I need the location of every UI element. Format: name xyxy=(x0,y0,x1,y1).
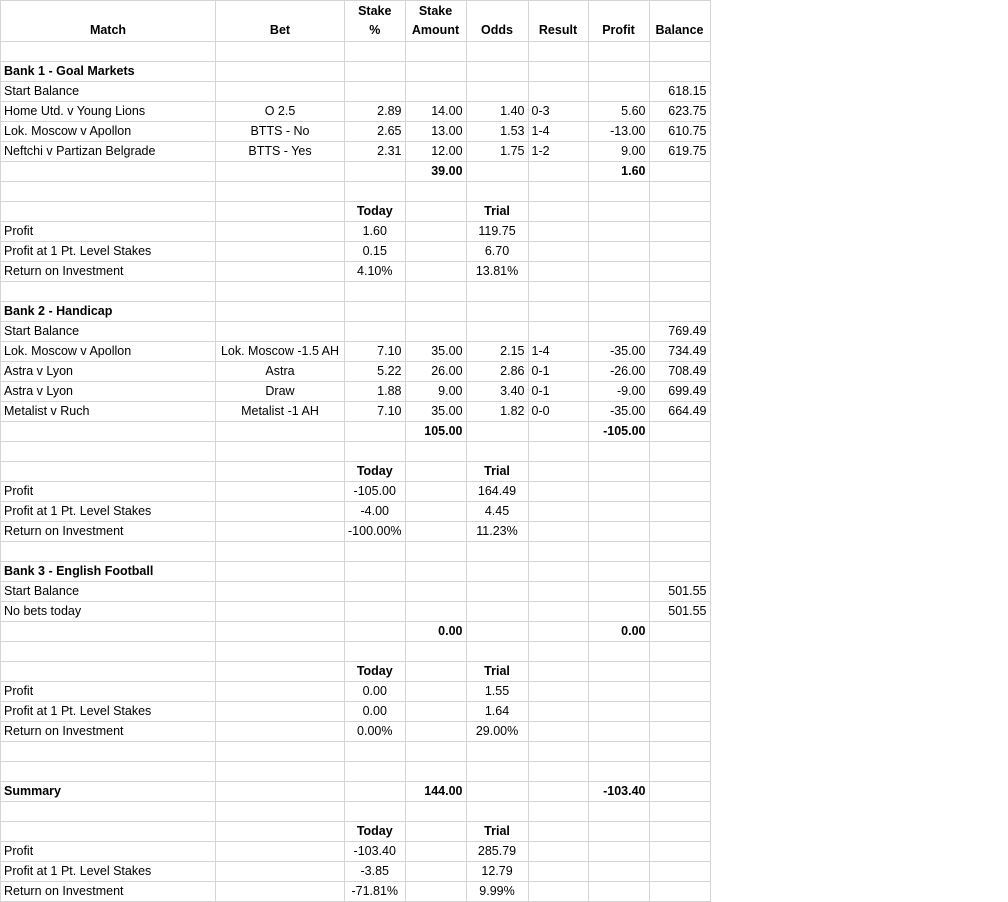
stats-row xyxy=(1,262,711,282)
stat-trial[interactable]: 9.99% xyxy=(466,882,528,902)
stake-amount-cell[interactable]: 35.00 xyxy=(405,342,466,362)
stat-trial[interactable]: 29.00% xyxy=(466,722,528,742)
bank2-start-balance[interactable]: 769.49 xyxy=(649,322,710,342)
bank1-title[interactable]: Bank 1 - Goal Markets xyxy=(1,62,216,82)
empty-row xyxy=(1,182,711,202)
bank1-total-stake[interactable]: 39.00 xyxy=(405,162,466,182)
balance-cell[interactable]: 623.75 xyxy=(649,102,710,122)
empty-row xyxy=(1,442,711,462)
stat-trial[interactable]: 13.81% xyxy=(466,262,528,282)
header-odds[interactable]: Odds xyxy=(466,1,528,42)
header-balance[interactable]: Balance xyxy=(649,1,710,42)
stat-trial[interactable]: 4.45 xyxy=(466,502,528,522)
stat-today[interactable]: 0.00 xyxy=(345,702,406,722)
empty-row xyxy=(1,642,711,662)
bank3-start-label[interactable]: Start Balance xyxy=(1,582,216,602)
stake-pct-cell[interactable]: 2.31 xyxy=(345,142,406,162)
stat-label[interactable]: Profit xyxy=(1,682,216,702)
stake-pct-cell[interactable]: 2.65 xyxy=(345,122,406,142)
odds-cell[interactable]: 1.82 xyxy=(466,402,528,422)
table-row xyxy=(1,342,711,362)
stat-label[interactable]: Profit xyxy=(1,482,216,502)
table-row xyxy=(1,362,711,382)
stats-row xyxy=(1,842,711,862)
stat-today[interactable]: -3.85 xyxy=(345,862,406,882)
match-cell[interactable]: Metalist v Ruch xyxy=(1,402,216,422)
profit-cell[interactable]: -26.00 xyxy=(588,362,649,382)
stake-amount-cell[interactable]: 13.00 xyxy=(405,122,466,142)
header-result[interactable]: Result xyxy=(528,1,588,42)
stats-row xyxy=(1,882,711,902)
match-cell[interactable]: Astra v Lyon xyxy=(1,382,216,402)
header-stake-pct-bottom: % xyxy=(369,23,381,37)
odds-cell[interactable]: 2.15 xyxy=(466,342,528,362)
bank3-no-bets-balance[interactable]: 501.55 xyxy=(649,602,710,622)
stat-today[interactable]: -105.00 xyxy=(345,482,406,502)
profit-cell[interactable]: -35.00 xyxy=(588,402,649,422)
balance-cell[interactable]: 619.75 xyxy=(649,142,710,162)
stat-today[interactable]: 0.15 xyxy=(345,242,406,262)
stats-row xyxy=(1,222,711,242)
result-cell[interactable]: 1-2 xyxy=(528,142,588,162)
balance-cell[interactable]: 699.49 xyxy=(649,382,710,402)
stake-amount-cell[interactable]: 9.00 xyxy=(405,382,466,402)
stake-amount-cell[interactable]: 14.00 xyxy=(405,102,466,122)
stats-row xyxy=(1,502,711,522)
bank1-totals-row xyxy=(1,162,711,182)
bank2-start-row xyxy=(1,322,711,342)
bet-cell[interactable]: Draw xyxy=(216,382,345,402)
header-stake-pct[interactable] xyxy=(345,1,406,42)
empty-row xyxy=(1,542,711,562)
header-row xyxy=(1,1,711,42)
stake-pct-cell[interactable]: 5.22 xyxy=(345,362,406,382)
trial-label[interactable]: Trial xyxy=(466,202,528,222)
bank3-total-profit[interactable]: 0.00 xyxy=(588,622,649,642)
result-cell[interactable]: 0-1 xyxy=(528,362,588,382)
empty-row xyxy=(1,802,711,822)
match-cell[interactable]: Astra v Lyon xyxy=(1,362,216,382)
stats-row xyxy=(1,482,711,502)
header-stake-amount[interactable] xyxy=(405,1,466,42)
stats-row xyxy=(1,522,711,542)
result-cell[interactable]: 1-4 xyxy=(528,342,588,362)
bank3-start-row xyxy=(1,582,711,602)
header-bet[interactable]: Bet xyxy=(216,1,345,42)
bank2-stats-header-row xyxy=(1,462,711,482)
summary-row xyxy=(1,782,711,802)
stats-row xyxy=(1,722,711,742)
profit-cell[interactable]: -13.00 xyxy=(588,122,649,142)
match-cell[interactable]: Home Utd. v Young Lions xyxy=(1,102,216,122)
stake-pct-cell[interactable]: 7.10 xyxy=(345,402,406,422)
bank2-total-stake[interactable]: 105.00 xyxy=(405,422,466,442)
trial-label[interactable]: Trial xyxy=(466,662,528,682)
stake-pct-cell[interactable]: 2.89 xyxy=(345,102,406,122)
stat-label[interactable]: Profit at 1 Pt. Level Stakes xyxy=(1,242,216,262)
stat-trial[interactable]: 6.70 xyxy=(466,242,528,262)
bank2-totals-row xyxy=(1,422,711,442)
bank1-total-profit[interactable]: 1.60 xyxy=(588,162,649,182)
stake-amount-cell[interactable]: 35.00 xyxy=(405,402,466,422)
stat-today[interactable]: -103.40 xyxy=(345,842,406,862)
balance-cell[interactable]: 708.49 xyxy=(649,362,710,382)
result-cell[interactable]: 0-3 xyxy=(528,102,588,122)
stat-label[interactable]: Return on Investment xyxy=(1,262,216,282)
empty-row xyxy=(1,762,711,782)
stats-row xyxy=(1,862,711,882)
today-label[interactable]: Today xyxy=(345,822,406,842)
bank1-start-balance[interactable]: 618.15 xyxy=(649,82,710,102)
table-row xyxy=(1,382,711,402)
odds-cell[interactable]: 1.75 xyxy=(466,142,528,162)
summary-stats-header-row xyxy=(1,822,711,842)
today-label[interactable]: Today xyxy=(345,462,406,482)
bank2-start-label[interactable]: Start Balance xyxy=(1,322,216,342)
header-match[interactable]: Match xyxy=(1,1,216,42)
stats-row xyxy=(1,242,711,262)
stat-trial[interactable]: 12.79 xyxy=(466,862,528,882)
stake-pct-cell[interactable]: 1.88 xyxy=(345,382,406,402)
match-cell[interactable]: Neftchi v Partizan Belgrade xyxy=(1,142,216,162)
match-cell[interactable]: Lok. Moscow v Apollon xyxy=(1,122,216,142)
stat-today[interactable]: 1.60 xyxy=(345,222,406,242)
table-row xyxy=(1,402,711,422)
empty-row xyxy=(1,742,711,762)
stat-label[interactable]: Profit at 1 Pt. Level Stakes xyxy=(1,702,216,722)
stake-amount-cell[interactable]: 26.00 xyxy=(405,362,466,382)
bank3-total-stake[interactable]: 0.00 xyxy=(405,622,466,642)
header-stake-amount-top: Stake xyxy=(418,4,453,18)
stat-trial[interactable]: 1.55 xyxy=(466,682,528,702)
bank3-stats-header-row xyxy=(1,662,711,682)
stat-label[interactable]: Return on Investment xyxy=(1,722,216,742)
stat-label[interactable]: Profit at 1 Pt. Level Stakes xyxy=(1,862,216,882)
header-stake-amount-bottom: Amount xyxy=(411,23,460,37)
bank1-title-row xyxy=(1,62,711,82)
profit-cell[interactable]: -35.00 xyxy=(588,342,649,362)
bank3-no-bets-label[interactable]: No bets today xyxy=(1,602,216,622)
trial-label[interactable]: Trial xyxy=(466,822,528,842)
stake-amount-cell[interactable]: 12.00 xyxy=(405,142,466,162)
bet-cell[interactable]: BTTS - No xyxy=(216,122,345,142)
bank1-stats-header-row xyxy=(1,202,711,222)
result-cell[interactable]: 0-0 xyxy=(528,402,588,422)
stat-today[interactable]: -4.00 xyxy=(345,502,406,522)
stat-label[interactable]: Profit xyxy=(1,842,216,862)
stat-trial[interactable]: 119.75 xyxy=(466,222,528,242)
balance-cell[interactable]: 664.49 xyxy=(649,402,710,422)
bank1-start-label[interactable]: Start Balance xyxy=(1,82,216,102)
result-cell[interactable]: 0-1 xyxy=(528,382,588,402)
stake-pct-cell[interactable]: 7.10 xyxy=(345,342,406,362)
stats-row xyxy=(1,682,711,702)
bank3-title-row xyxy=(1,562,711,582)
table-row xyxy=(1,122,711,142)
stat-today[interactable]: -100.00% xyxy=(345,522,406,542)
summary-total-profit[interactable]: -103.40 xyxy=(588,782,649,802)
table-row xyxy=(1,102,711,122)
stat-label[interactable]: Return on Investment xyxy=(1,522,216,542)
bank3-title[interactable]: Bank 3 - English Football xyxy=(1,562,216,582)
bank2-title[interactable]: Bank 2 - Handicap xyxy=(1,302,216,322)
stat-today[interactable]: 0.00 xyxy=(345,682,406,702)
bank3-start-balance[interactable]: 501.55 xyxy=(649,582,710,602)
bet-cell[interactable]: Lok. Moscow -1.5 AH xyxy=(216,342,345,362)
summary-total-stake[interactable]: 144.00 xyxy=(405,782,466,802)
stat-trial[interactable]: 1.64 xyxy=(466,702,528,722)
match-cell[interactable]: Lok. Moscow v Apollon xyxy=(1,342,216,362)
today-label[interactable]: Today xyxy=(345,202,406,222)
odds-cell[interactable]: 2.86 xyxy=(466,362,528,382)
header-profit[interactable]: Profit xyxy=(588,1,649,42)
bet-cell[interactable]: Metalist -1 AH xyxy=(216,402,345,422)
bet-cell[interactable]: BTTS - Yes xyxy=(216,142,345,162)
trial-label[interactable]: Trial xyxy=(466,462,528,482)
stat-today[interactable]: 4.10% xyxy=(345,262,406,282)
stat-trial[interactable]: 164.49 xyxy=(466,482,528,502)
stat-trial[interactable]: 11.23% xyxy=(466,522,528,542)
odds-cell[interactable]: 1.53 xyxy=(466,122,528,142)
stat-today[interactable]: 0.00% xyxy=(345,722,406,742)
empty-row xyxy=(1,42,711,62)
empty-row xyxy=(1,282,711,302)
stat-label[interactable]: Profit xyxy=(1,222,216,242)
bet-cell[interactable]: Astra xyxy=(216,362,345,382)
table-row xyxy=(1,142,711,162)
odds-cell[interactable]: 1.40 xyxy=(466,102,528,122)
bank3-totals-row xyxy=(1,622,711,642)
header-stake-pct-top: Stake xyxy=(358,4,392,18)
stat-today[interactable]: -71.81% xyxy=(345,882,406,902)
profit-cell[interactable]: 5.60 xyxy=(588,102,649,122)
stat-trial[interactable]: 285.79 xyxy=(466,842,528,862)
today-label[interactable]: Today xyxy=(345,662,406,682)
stats-row xyxy=(1,702,711,722)
odds-cell[interactable]: 3.40 xyxy=(466,382,528,402)
bet-cell[interactable]: O 2.5 xyxy=(216,102,345,122)
bank3-no-bets-row xyxy=(1,602,711,622)
profit-cell[interactable]: 9.00 xyxy=(588,142,649,162)
stat-label[interactable]: Return on Investment xyxy=(1,882,216,902)
result-cell[interactable]: 1-4 xyxy=(528,122,588,142)
balance-cell[interactable]: 734.49 xyxy=(649,342,710,362)
balance-cell[interactable]: 610.75 xyxy=(649,122,710,142)
summary-title[interactable]: Summary xyxy=(1,782,216,802)
bank2-total-profit[interactable]: -105.00 xyxy=(588,422,649,442)
bank1-start-row xyxy=(1,82,711,102)
profit-cell[interactable]: -9.00 xyxy=(588,382,649,402)
bank2-title-row xyxy=(1,302,711,322)
stat-label[interactable]: Profit at 1 Pt. Level Stakes xyxy=(1,502,216,522)
